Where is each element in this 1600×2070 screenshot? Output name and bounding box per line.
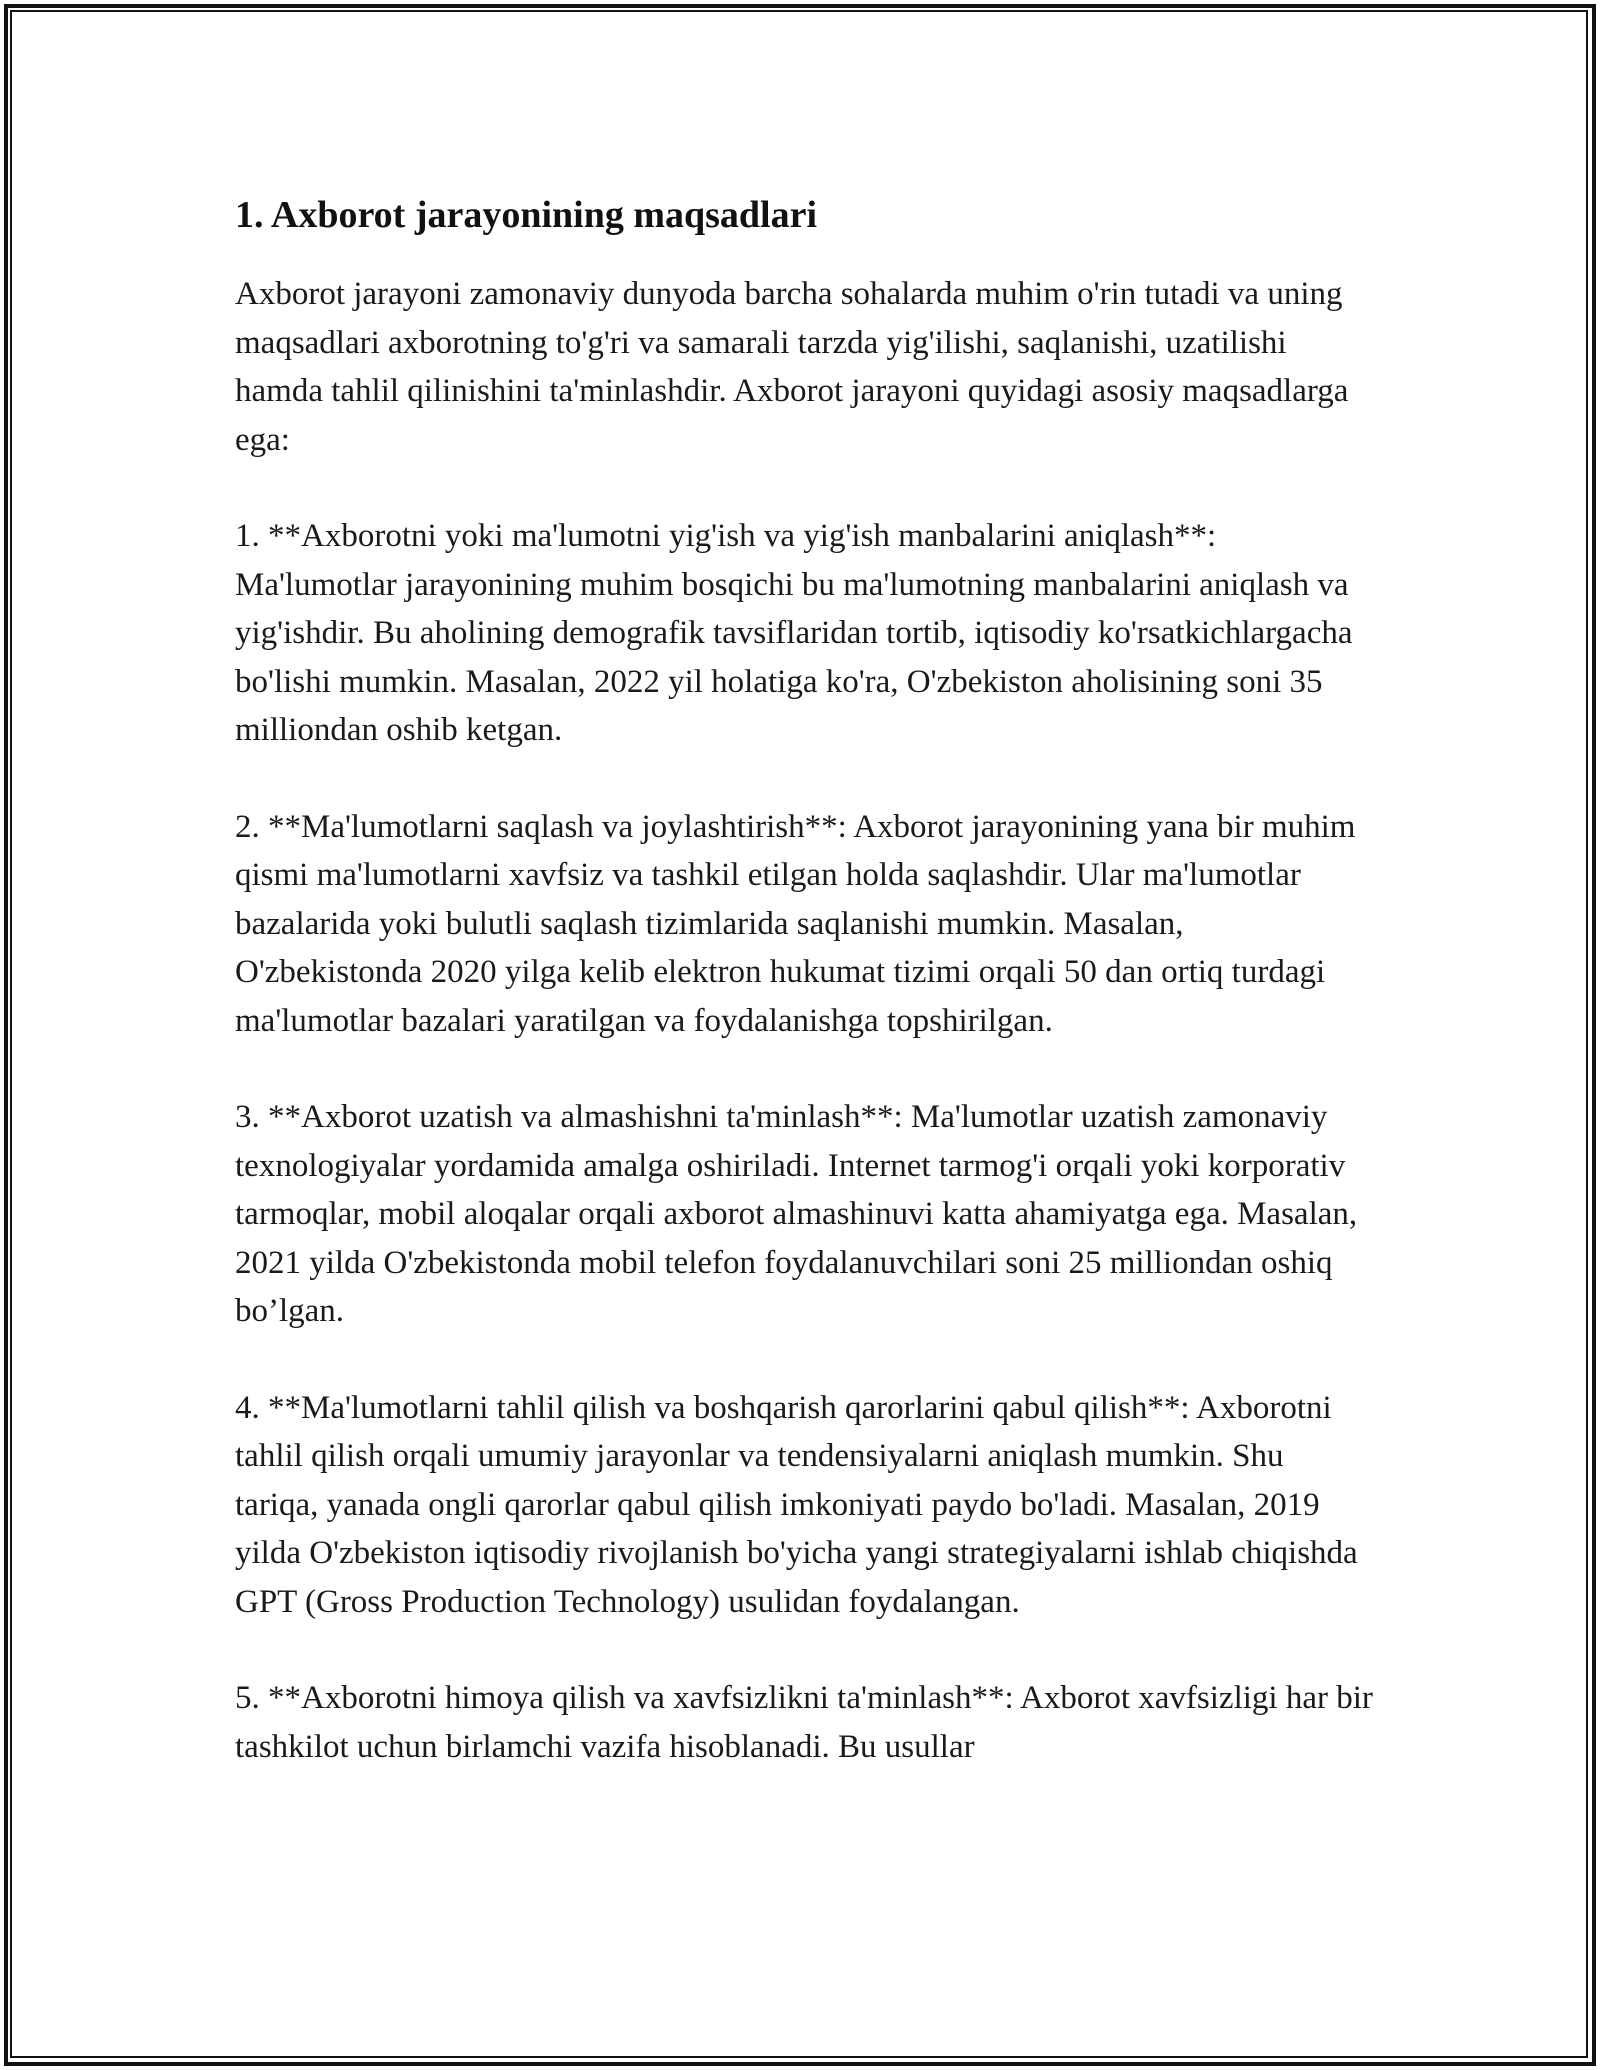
list-item-1: 1. **Axborotni yoki ma'lumotni yig'ish va yig'ish manbalarini aniqlash**: Ma'lumotlar jarayonining muhim bosqichi bu ma'lumotning manbalarini aniqlash va yig'ishdir. Bu aholining demografik tavsiflaridan tortib, iqtisodiy ko'rsatkichlargacha bo'lishi mumkin. Masalan, 2022 yil holatiga ko'ra, O'zbekiston aholisining soni 35 milliondan oshib ketgan. [235,518,1353,748]
section-heading: 1. Axborot jarayonining maqsadlari [235,194,818,236]
intro-paragraph: Axborot jarayoni zamonaviy dunyoda barcha sohalarda muhim o'rin tutadi va uning maqsadlari axborotning to'g'ri va samarali tarzda yig'ilishi, saqlanishi, uzatilishi hamda tahlil qilinishini ta'minlashdir. Axborot jarayoni quyidagi asosiy maqsadlarga ega: [235,276,1349,458]
document-page [235,190,1375,1819]
list-item-4: 4. **Ma'lumotlarni tahlil qilish va boshqarish qarorlarini qabul qilish**: Axborotni tahlil qilish orqali umumiy jarayonlar va tendensiyalarni aniqlash mumkin. Shu tariqa, yanada ongli qarorlar qabul qilish imkoniyati paydo bo'ladi. Masalan, 2019 yilda O'zbekiston iqtisodiy rivojlanish bo'yicha yangi strategiyalarni ishlab chiqishda GPT (Gross Production Technology) usulidan foydalangan. [235,1389,1358,1620]
list-item-5: 5. **Axborotni himoya qilish va xavfsizlikni ta'minlash**: Axborot xavfsizligi har bir tashkilot uchun birlamchi vazifa hisoblanadi. Bu usullar [235,1680,1373,1765]
list-item-3: 3. **Axborot uzatish va almashishni ta'minlash**: Ma'lumotlar uzatish zamonaviy texnologiyalar yordamida amalga oshiriladi. Internet tarmog'i orqali yoki korporativ tarmoqlar, mobil aloqalar orqali axborot almashinuvi katta ahamiyatga ega. Masalan, 2021 yilda O'zbekistonda mobil telefon foydalanuvchilari soni 25 milliondan oshiq bo’lgan. [235,1099,1358,1329]
list-item-2: 2. **Ma'lumotlarni saqlash va joylashtirish**: Axborot jarayonining yana bir muhim qismi ma'lumotlarni xavfsiz va tashkil etilgan holda saqlashdir. Ular ma'lumotlar bazalarida yoki bulutli saqlash tizimlarida saqlanishi mumkin. Masalan, O'zbekistonda 2020 yilga kelib elektron hukumat tizimi orqali 50 dan ortiq turdagi ma'lumotlar bazalari yaratilgan va foydalanishga topshirilgan. [235,808,1356,1039]
